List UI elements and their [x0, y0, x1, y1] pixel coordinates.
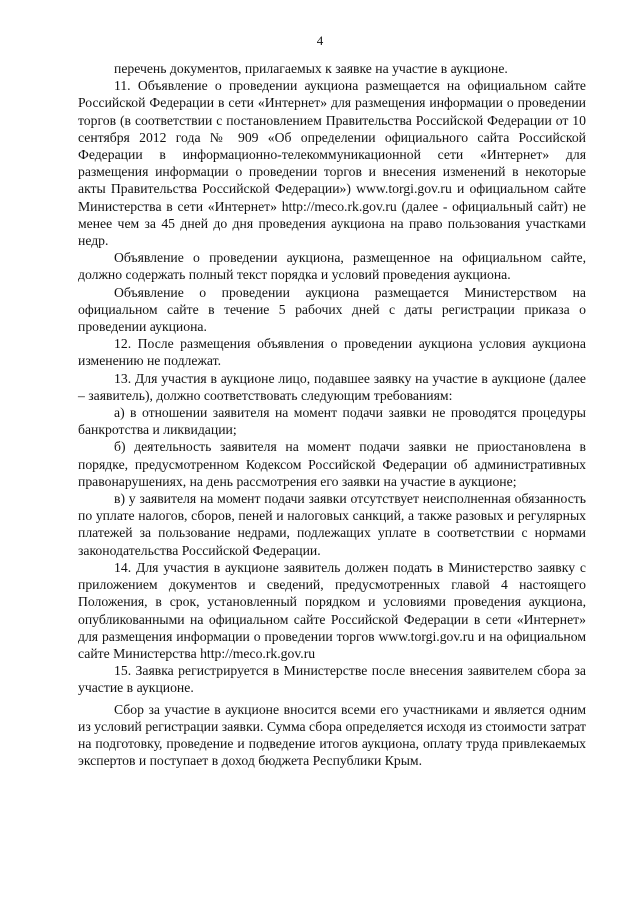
paragraph-12-conditions: 12. После размещения объявления о проведении аукциона условия аукциона изменению не подлежат.: [78, 336, 586, 369]
paragraph-list-continuation: перечень документов, прилагаемых к заявке на участие в аукционе.: [114, 61, 508, 76]
paragraph-13b: б) деятельность заявителя на момент подачи заявки не приостановлена в порядке, предусмотренном Кодексом Российской Федерации об административных правонарушениях, на день рассмотрения его заявки на участие в аукционе;: [78, 439, 586, 489]
paragraph-fee: Сбор за участие в аукционе вносится всеми его участниками и является одним из условий регистрации заявки. Сумма сбора определяется исходя из стоимости затрат на подготовку, проведение и подведение итогов аукциона, оплату труда привлекаемых экспертов и поступает в доход бюджета Республики Крым.: [78, 701, 586, 769]
paragraph-announcement-posting: Объявление о проведении аукциона размещается Министерством на официальном сайте в течение 5 рабочих дней с даты регистрации приказа о проведении аукциона.: [78, 284, 586, 335]
paragraph-13a: а) в отношении заявителя на момент подачи заявки не проводятся процедуры банкротства и ликвидации;: [78, 405, 586, 438]
paragraph-13c: в) у заявителя на момент подачи заявки отсутствует неисполненная обязанность по уплате налогов, сборов, пеней и налоговых санкций, а также разовых и регулярных платежей за пользование недрами, подлежащих уплате в соответствии с нормами законодательства Российской Федерации.: [78, 491, 586, 558]
document-body: [78, 60, 586, 769]
paragraph-14-application: 14. Для участия в аукционе заявитель должен подать в Министерство заявку с приложением документов и сведений, предусмотренных главой 4 настоящего Положения, в срок, установленный порядком и условиями проведения аукциона, опубликованными на официальном сайте Российской Федерации в сети «Интернет» для размещения информации о проведении торгов www.torgi.gov.ru и на официальном сайте Министерства http://meco.rk.gov.ru: [78, 559, 586, 661]
paragraph-11-announcement: 11. Объявление о проведении аукциона размещается на официальном сайте Российской Федерации в сети «Интернет» для размещения информации о проведении торгов (в соответствии с постановлением Правительства Российской Федерации от 10 сентября 2012 года № 909 «Об определении официального сайта Российской Федерации в информационно-телекоммуникационной сети «Интернет» для размещения информации о проведении торгов и внесения изменений в некоторые акты Правительства Российской Федерации») www.torgi.gov.ru и официальном сайте Министерства в сети «Интернет» http://meco.rk.gov.ru (далее - официальный сайт) не менее чем за 45 дней до дня проведения аукциона на право пользования участками недр.: [78, 78, 586, 249]
page-number: 4: [316, 33, 324, 48]
paragraph-announcement-content: Объявление о проведении аукциона, размещенное на официальном сайте, должно содержать полный текст порядка и условий проведения аукциона.: [78, 250, 586, 283]
paragraph-13-requirements: 13. Для участия в аукционе лицо, подавшее заявку на участие в аукционе (далее – заявитель), должно соответствовать следующим требованиям:: [78, 370, 586, 403]
paragraph-15-registration: 15. Заявка регистрируется в Министерстве после внесения заявителем сбора за участие в аукционе.: [78, 663, 586, 696]
